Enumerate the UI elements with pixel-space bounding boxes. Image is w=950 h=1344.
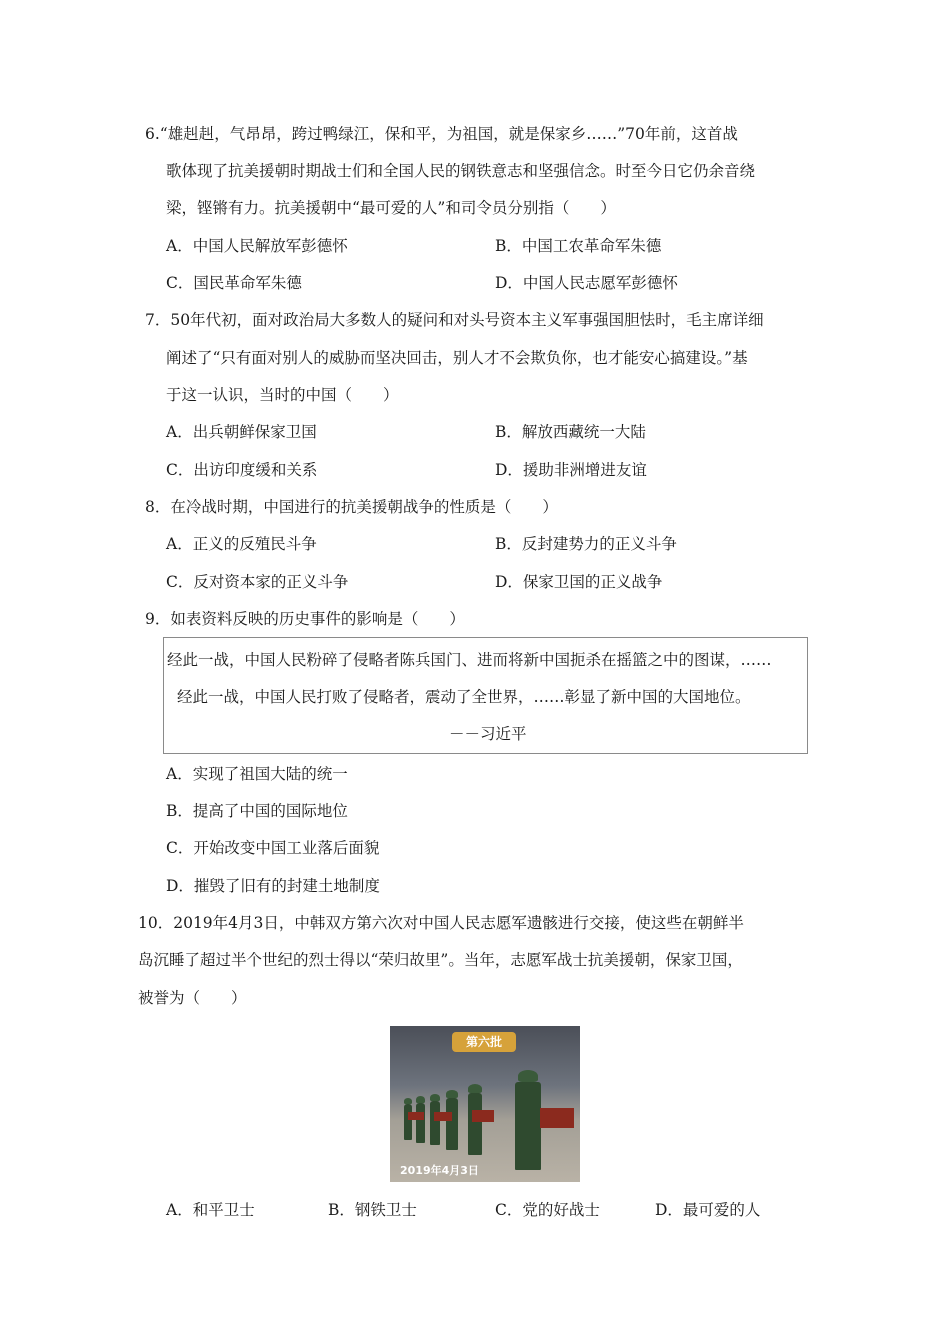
photo-date-caption: 2019年4月3日 [400,1164,479,1177]
q9-option-d[interactable]: D．摧毁了旧有的封建土地制度 [166,877,380,895]
q10-photo-honor-guard [390,1026,580,1182]
q10-stem-line-1: 10．2019年4月3日，中韩双方第六次对中国人民志愿军遗骸进行交接，使这些在朝鲜半 [138,914,744,932]
q9-quote-attribution: －－习近平 [449,725,527,743]
q9-option-c[interactable]: C．开始改变中国工业落后面貌 [166,839,380,857]
q7-option-a[interactable]: A．出兵朝鲜保家卫国 [166,423,317,441]
q7-stem-line-3: 于这一认识，当时的中国（ ） [166,386,399,404]
q7-option-d[interactable]: D．援助非洲增进友谊 [495,461,647,479]
q9-stem-line-1: 9．如表资料反映的历史事件的影响是（ ） [145,610,465,628]
q6-stem-line-3: 梁，铿锵有力。抗美援朝中“最可爱的人”和司令员分别指（ ） [166,199,616,217]
q8-option-d[interactable]: D．保家卫国的正义战争 [495,573,663,591]
q7-option-c[interactable]: C．出访印度缓和关系 [166,461,318,479]
q6-option-a[interactable]: A．中国人民解放军彭德怀 [166,237,348,255]
photo-batch-badge: 第六批 [452,1032,516,1052]
q10-stem-line-2: 岛沉睡了超过半个世纪的烈士得以“荣归故里”。当年，志愿军战士抗美援朝，保家卫国， [138,951,743,969]
q10-option-c[interactable]: C．党的好战士 [495,1201,600,1219]
q9-option-a[interactable]: A．实现了祖国大陆的统一 [166,765,348,783]
q9-option-b[interactable]: B．提高了中国的国际地位 [166,802,348,820]
q6-option-b[interactable]: B．中国工农革命军朱德 [495,237,662,255]
q6-stem-line-1: 6.“雄赳赳，气昂昂，跨过鸭绿江，保和平，为祖国，就是保家乡……”70年前，这首战 [145,125,738,143]
q9-quote-line-2: 经此一战，中国人民打败了侵略者，震动了全世界，……彰显了新中国的大国地位。 [177,688,751,706]
q8-option-c[interactable]: C．反对资本家的正义斗争 [166,573,349,591]
q7-option-b[interactable]: B．解放西藏统一大陆 [495,423,646,441]
q10-option-d[interactable]: D．最可爱的人 [655,1201,761,1219]
q7-stem-line-1: 7．50年代初，面对政治局大多数人的疑问和对头号资本主义军事强国胆怯时，毛主席详细 [145,311,764,329]
q7-stem-line-2: 阐述了“只有面对别人的威胁而坚决回击，别人才不会欺负你，也才能安心搞建设。”基 [166,349,748,367]
q6-option-c[interactable]: C．国民革命军朱德 [166,274,302,292]
q6-stem-line-2: 歌体现了抗美援朝时期战士们和全国人民的钢铁意志和坚强信念。时至今日它仍余音绕 [166,162,756,180]
q10-option-a[interactable]: A．和平卫士 [166,1201,255,1219]
q6-option-d[interactable]: D．中国人民志愿军彭德怀 [495,274,678,292]
q8-option-a[interactable]: A．正义的反殖民斗争 [166,535,317,553]
q10-option-b[interactable]: B．钢铁卫士 [328,1201,417,1219]
q9-quote-box [163,637,808,754]
q10-stem-line-3: 被誉为（ ） [138,989,247,1007]
q8-option-b[interactable]: B．反封建势力的正义斗争 [495,535,677,553]
q8-stem-line-1: 8．在冷战时期，中国进行的抗美援朝战争的性质是（ ） [145,498,558,516]
q9-quote-line-1: 经此一战，中国人民粉碎了侵略者陈兵国门、进而将新中国扼杀在摇篮之中的图谋，…… [167,651,772,669]
